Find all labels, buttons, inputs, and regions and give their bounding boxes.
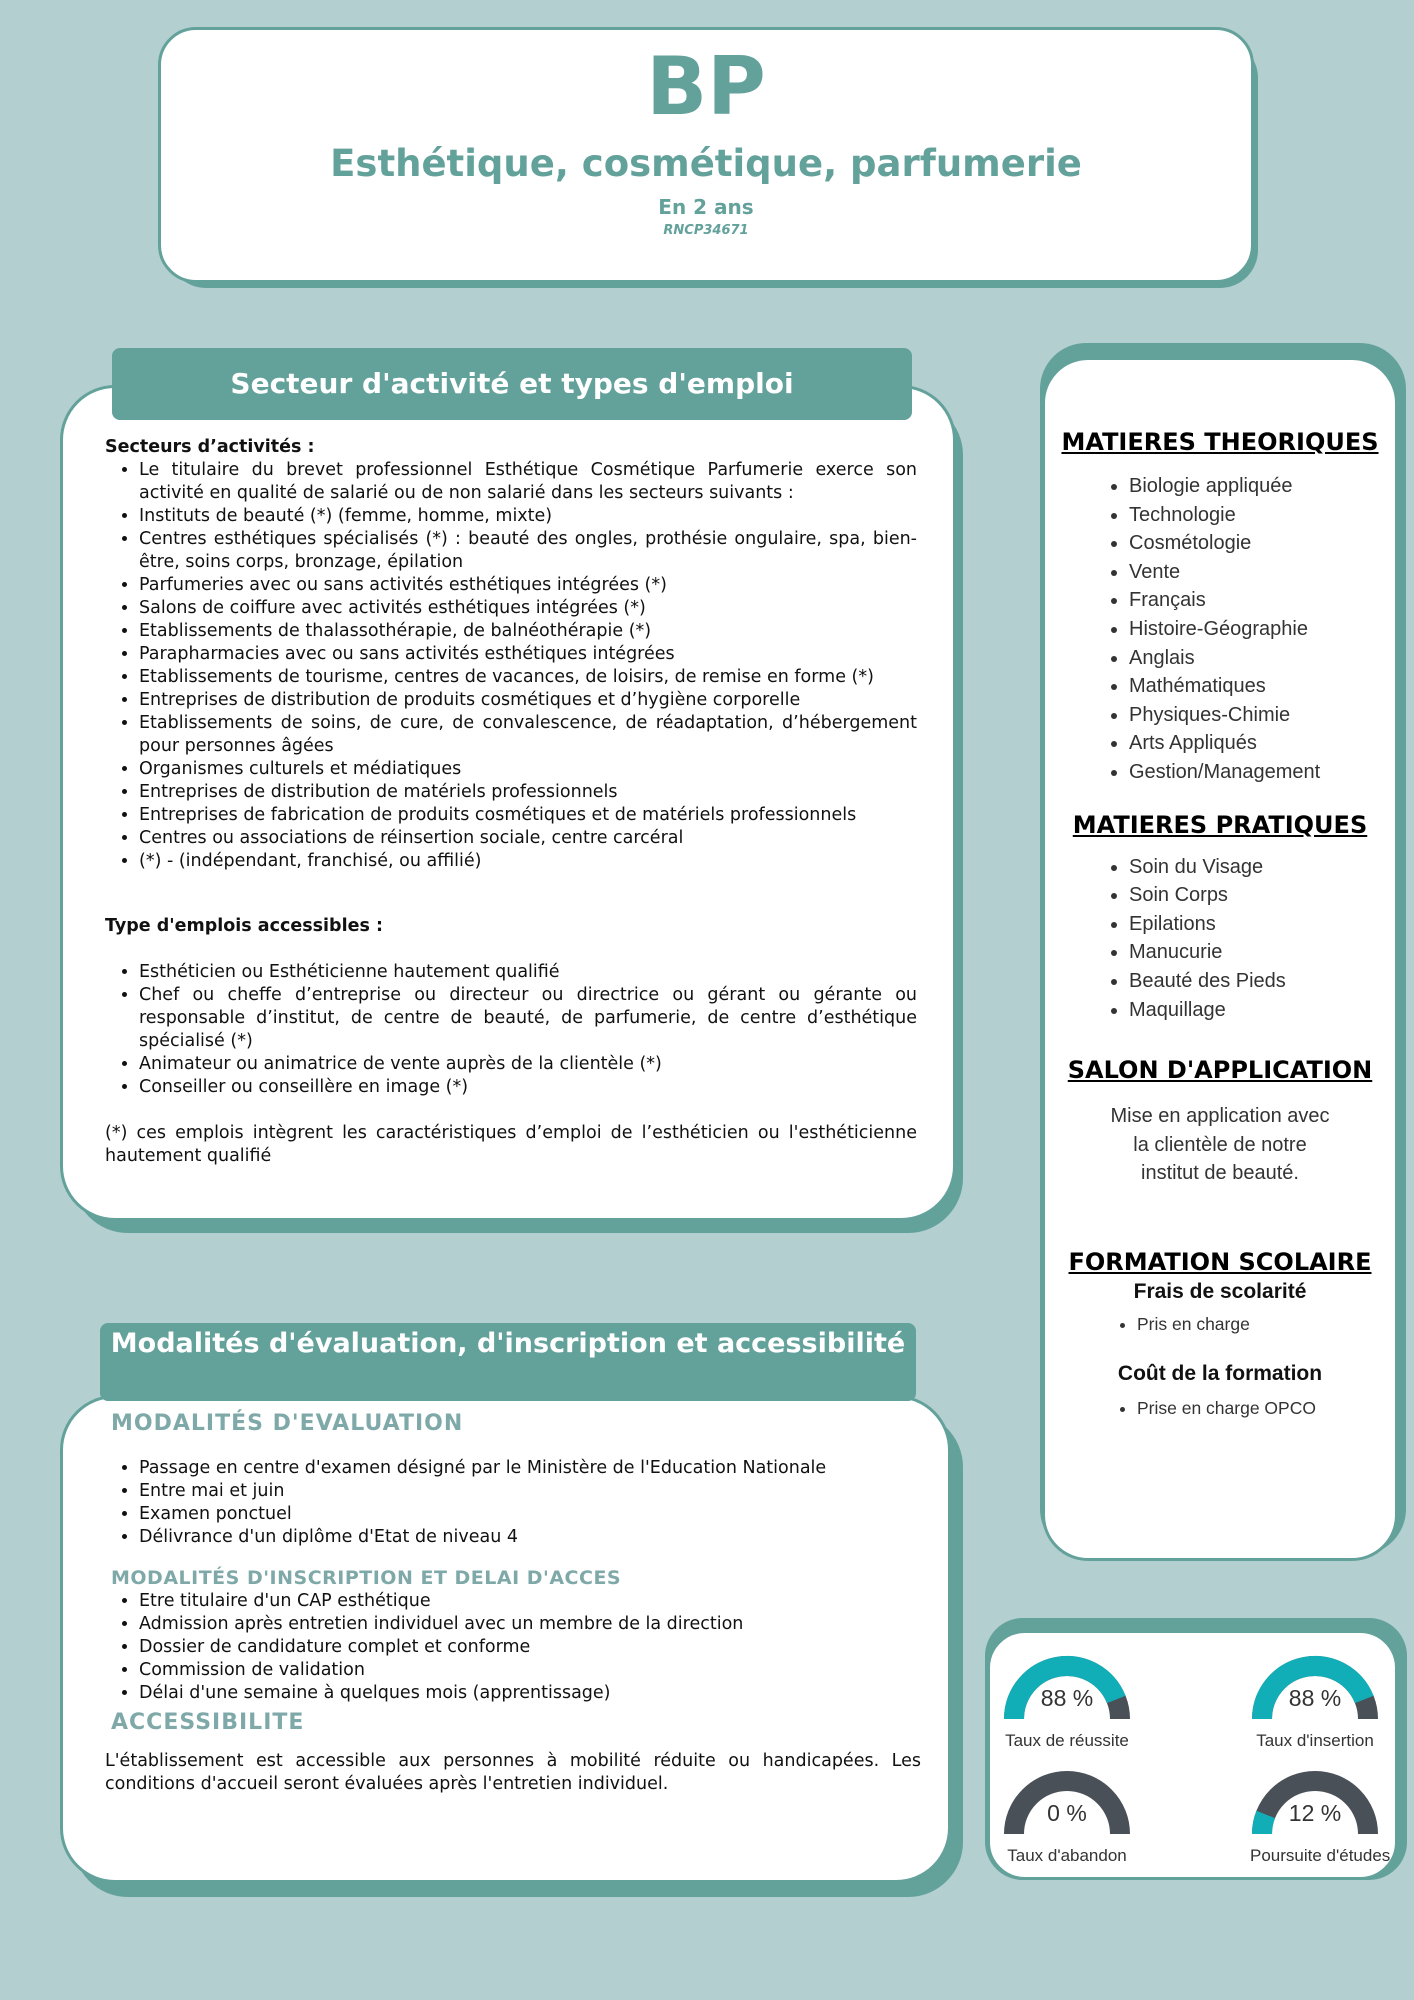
modalites-banner: Modalités d'évaluation, d'inscription et accessibilité <box>100 1323 916 1401</box>
header-card <box>158 27 1254 283</box>
list-item: • Examen ponctuel <box>139 1503 921 1526</box>
jobs-list <box>105 961 917 1099</box>
list-item: • Dossier de candidature complet et conforme <box>139 1636 921 1659</box>
list-item: • Biologie appliquée <box>1129 472 1395 501</box>
activities-list <box>105 459 917 873</box>
list-item: • Soin du Visage <box>1129 853 1395 882</box>
theoretical-subjects-list <box>1045 472 1395 787</box>
list-item: • Esthéticien ou Esthéticienne hautement qualifié <box>139 961 917 984</box>
stat-label: Taux d'insertion <box>1256 1731 1374 1750</box>
inscription-heading: MODALITÉS D'INSCRIPTION ET DELAI D'ACCES <box>111 1567 622 1589</box>
list-item: • Entreprises de distribution de produits cosmétiques et d’hygiène corporelle <box>139 689 917 712</box>
list-item: • Parfumeries avec ou sans activités esthétiques intégrées (*) <box>139 574 917 597</box>
inscription-list <box>111 1590 921 1705</box>
list-item: • Histoire-Géographie <box>1129 615 1395 644</box>
list-item: • (*) - (indépendant, franchisé, ou affilié) <box>139 850 917 873</box>
stat-label: Poursuite d'études <box>1250 1846 1391 1865</box>
jobs-note: (*) ces emplois intègrent les caractéristiques d’emploi de l’esthéticien ou l'esthéticienne hautement qualifié <box>105 1123 917 1166</box>
list-item: • Vente <box>1129 558 1395 587</box>
list-item: • Entreprises de fabrication de produits cosmétiques et de matériels professionnels <box>139 804 917 827</box>
list-item: • Entreprises de distribution de matériels professionnels <box>139 781 917 804</box>
list-item: • Entre mai et juin <box>139 1480 921 1503</box>
list-item: • Physiques-Chimie <box>1129 701 1395 730</box>
stat-value: 0 % <box>1047 1800 1087 1826</box>
list-item: • Gestion/Management <box>1129 758 1395 787</box>
list-item: • Centres ou associations de réinsertion sociale, centre carcéral <box>139 827 917 850</box>
activities-heading: Secteurs d’activités : <box>105 437 315 457</box>
salon-text: Mise en application avec la clientèle de notre institut de beauté. <box>1110 1105 1330 1185</box>
evaluation-heading: MODALITÉS D'EVALUATION <box>111 1411 464 1436</box>
list-item: • Epilations <box>1129 910 1395 939</box>
jobs-heading: Type d'emplois accessibles : <box>105 916 383 936</box>
modalites-card <box>60 1395 951 1883</box>
stat-gauge <box>1250 1768 1391 1866</box>
list-item: • Passage en centre d'examen désigné par le Ministère de l'Education Nationale <box>139 1457 921 1480</box>
stat-value: 88 % <box>1288 1685 1342 1711</box>
list-item: • Pris en charge <box>1137 1312 1395 1336</box>
stat-gauge <box>1002 1653 1132 1751</box>
practical-subjects-heading: MATIERES PRATIQUES <box>1072 810 1368 839</box>
list-item: • Salons de coiffure avec activités esthétiques intégrées (*) <box>139 597 917 620</box>
practical-subjects-list <box>1045 853 1395 1025</box>
diploma-title: Esthétique, cosmétique, parfumerie <box>330 142 1082 185</box>
fees-heading: Frais de scolarité <box>1133 1279 1307 1303</box>
list-item: • Maquillage <box>1129 996 1395 1025</box>
salon-heading: SALON D'APPLICATION <box>1067 1056 1373 1085</box>
sector-banner: Secteur d'activité et types d'emploi <box>112 348 912 420</box>
evaluation-list <box>111 1457 921 1549</box>
list-item: • Manucurie <box>1129 938 1395 967</box>
list-item: • Français <box>1129 586 1395 615</box>
list-item: • Anglais <box>1129 644 1395 673</box>
list-item: • Admission après entretien individuel avec un membre de la direction <box>139 1613 921 1636</box>
stat-value: 88 % <box>1040 1685 1094 1711</box>
list-item: • Arts Appliqués <box>1129 729 1395 758</box>
stat-gauge <box>1002 1768 1132 1866</box>
stat-value: 12 % <box>1288 1800 1342 1826</box>
list-item: • Etablissements de tourisme, centres de vacances, de loisirs, de remise en forme (*) <box>139 666 917 689</box>
list-item: • Le titulaire du brevet professionnel Esthétique Cosmétique Parfumerie exerce son activité en qualité de salarié ou de non salarié dans les secteurs suivants : <box>139 459 917 505</box>
list-item: • Etre titulaire d'un CAP esthétique <box>139 1590 921 1613</box>
list-item: • Organismes culturels et médiatiques <box>139 758 917 781</box>
accessibility-text: L'établissement est accessible aux personnes à mobilité réduite ou handicapées. Les conditions d'accueil seront évaluées après l'entretien individuel. <box>105 1751 921 1794</box>
stat-gauge <box>1250 1653 1380 1751</box>
cost-heading: Coût de la formation <box>1117 1361 1323 1385</box>
sector-content <box>105 436 917 1168</box>
list-item: • Instituts de beauté (*) (femme, homme, mixte) <box>139 505 917 528</box>
list-item: • Etablissements de soins, de cure, de convalescence, de réadaptation, d’hébergement pour personnes âgées <box>139 712 917 758</box>
formation-heading: FORMATION SCOLAIRE <box>1068 1247 1372 1276</box>
list-item: • Prise en charge OPCO <box>1137 1396 1395 1420</box>
rncp-code: RNCP34671 <box>663 223 749 238</box>
list-item: • Soin Corps <box>1129 881 1395 910</box>
list-item: • Centres esthétiques spécialisés (*) : beauté des ongles, prothésie ongulaire, spa, bien-être, soins corps, bronzage, épilation <box>139 528 917 574</box>
diploma-duration: En 2 ans <box>658 195 754 219</box>
matieres-card <box>1042 357 1398 1561</box>
stat-label: Taux d'abandon <box>1007 1846 1127 1865</box>
accessibility-heading: ACCESSIBILITE <box>111 1710 305 1735</box>
list-item: • Conseiller ou conseillère en image (*) <box>139 1076 917 1099</box>
list-item: • Cosmétologie <box>1129 529 1395 558</box>
list-item: • Mathématiques <box>1129 672 1395 701</box>
list-item: • Commission de validation <box>139 1659 921 1682</box>
cost-list <box>1045 1396 1395 1420</box>
list-item: • Animateur ou animatrice de vente auprès de la clientèle (*) <box>139 1053 917 1076</box>
sector-card <box>60 385 956 1221</box>
stat-label: Taux de réussite <box>1005 1731 1129 1750</box>
list-item: • Chef ou cheffe d’entreprise ou directeur ou directrice ou gérant ou gérante ou responsable d’institut, de centre de beauté, de parfumerie, de centre d’esthétique spécialisé (*) <box>139 984 917 1053</box>
list-item: • Délai d'une semaine à quelques mois (apprentissage) <box>139 1682 921 1705</box>
fees-list <box>1045 1312 1395 1336</box>
list-item: • Etablissements de thalassothérapie, de balnéothérapie (*) <box>139 620 917 643</box>
theoretical-subjects-heading: MATIERES THEORIQUES <box>1061 428 1379 456</box>
modalites-content <box>105 1411 921 1796</box>
list-item: • Parapharmacies avec ou sans activités esthétiques intégrées <box>139 643 917 666</box>
list-item: • Délivrance d'un diplôme d'Etat de niveau 4 <box>139 1526 921 1549</box>
list-item: • Beauté des Pieds <box>1129 967 1395 996</box>
stats-card <box>987 1630 1398 1880</box>
diploma-abbreviation: BP <box>646 40 766 133</box>
list-item: • Technologie <box>1129 501 1395 530</box>
